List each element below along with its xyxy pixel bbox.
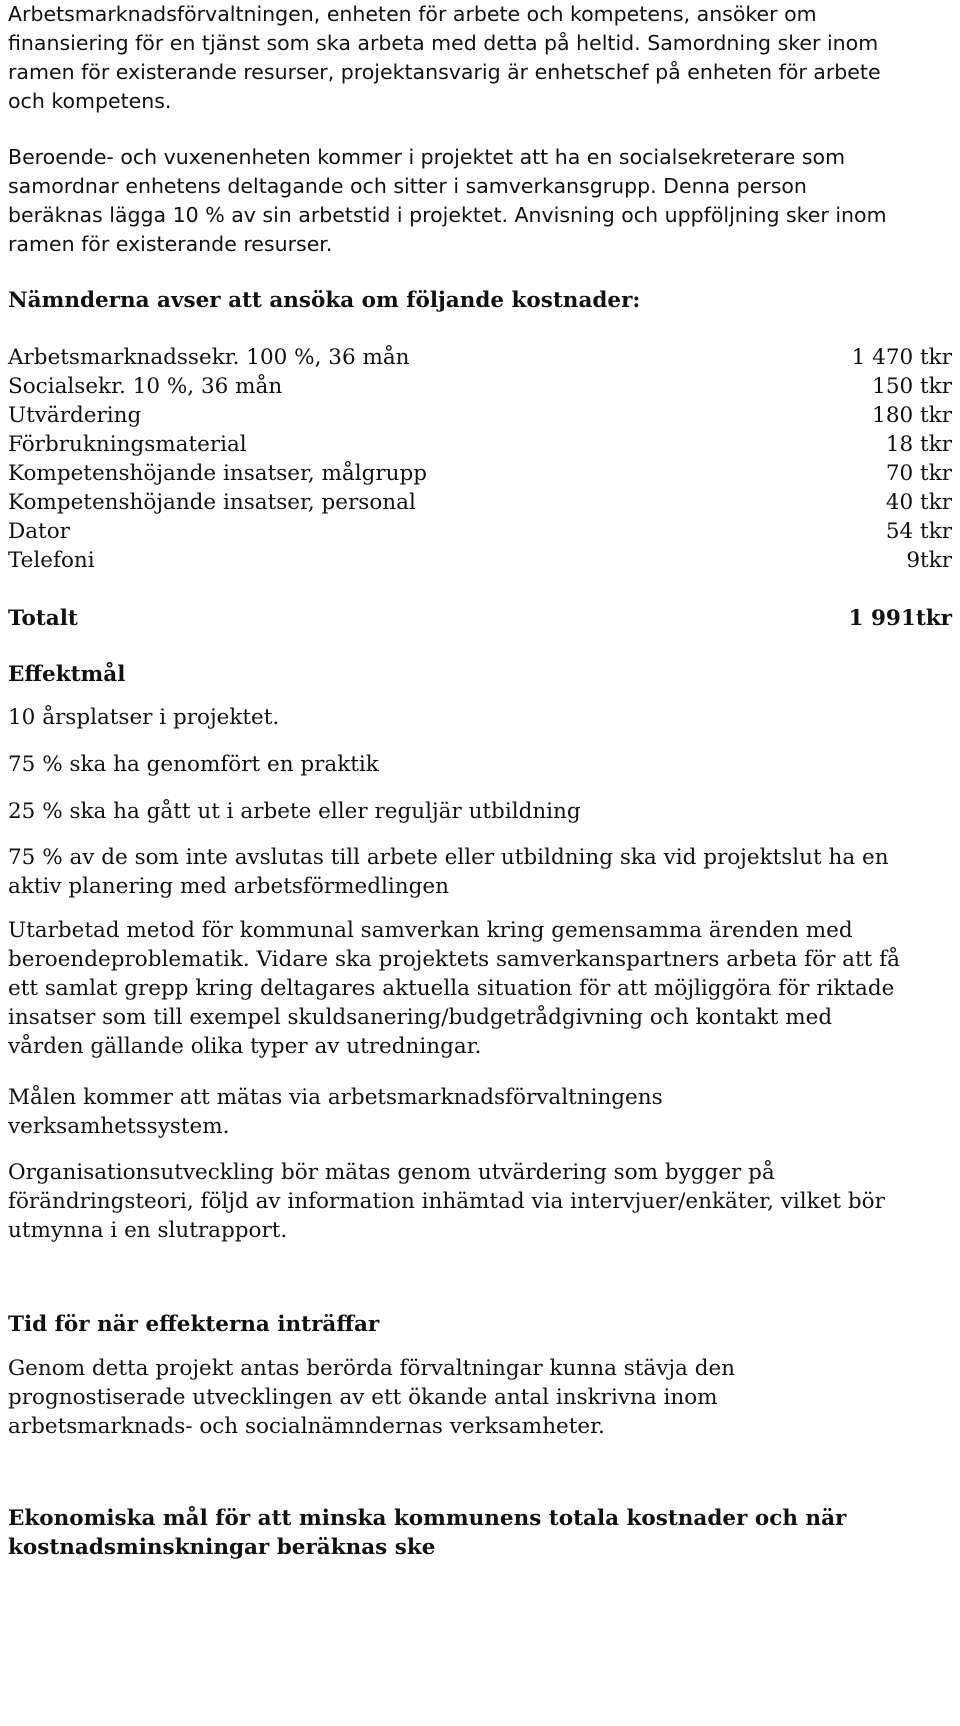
effektmal-item: 75 % ska ha genomfört en praktik [8,752,379,777]
costs-heading: Nämnderna avser att ansöka om följande kostnader: [8,288,641,313]
intro-paragraph-1: Arbetsmarknadsförvaltningen, enheten för arbete och kompetens, ansöker om finansiering för en tjänst som ska arbeta med detta på heltid. Samordning sker inom ramen för existerande resurser, projektansvarig är enhetschef på enheten för arbete och kompetens. [8,2,881,113]
tid-text: Genom detta projekt antas berörda förvaltningar kunna stävja den prognostiserade utvecklingen av ett ökande antal inskrivna inom arbetsmarknads- och socialnämndernas verksamheter. [8,1356,736,1439]
table-row [8,343,952,372]
table-row [8,488,952,517]
ekonomi-heading: Ekonomiska mål för att minska kommunens totala kostnader och när kostnadsminskningar beräknas ske [8,1506,847,1560]
cost-label: Dator [8,519,70,544]
cost-label: Telefoni [8,548,95,573]
table-row [8,430,952,459]
table-row [8,459,952,488]
effektmal-item: 25 % ska ha gått ut i arbete eller reguljär utbildning [8,799,581,824]
cost-table [8,343,952,633]
cost-amount: 150 tkr [872,374,952,399]
cost-amount: 70 tkr [885,461,952,486]
cost-amount: 40 tkr [885,490,952,515]
effektmal-item: Utarbetad metod för kommunal samverkan kring gemensamma ärenden med beroendeproblematik. Vidare ska projektets samverkanspartners arbeta för att få ett samlat grepp kring deltagares aktuella situation för att möjliggöra för riktade insatser som till exempel skuldsanering/budgetrådgivning och kontakt med vården gällande olika typer av utredningar. [8,918,900,1059]
effektmal-item: Målen kommer att mätas via arbetsmarknadsförvaltningens verksamhetssystem. [8,1085,663,1139]
intro-paragraph-2: Beroende- och vuxenenheten kommer i projektet att ha en socialsekreterare som samordnar enhetens deltagande och sitter i samverkansgrupp. Denna person beräknas lägga 10 % av sin arbetstid i projektet. Anvisning och uppföljning sker inom ramen för existerande resurser. [8,145,887,256]
table-row [8,517,952,546]
table-row [8,546,952,575]
cost-amount: 1 470 tkr [851,345,952,370]
table-row [8,401,952,430]
total-label: Totalt [8,606,78,631]
cost-label: Kompetenshöjande insatser, personal [8,490,416,515]
effektmal-item: Organisationsutveckling bör mätas genom utvärdering som bygger på förändringsteori, följd av information inhämtad via intervjuer/enkäter, vilket bör utmynna i en slutrapport. [8,1160,885,1243]
tid-heading: Tid för när effekterna inträffar [8,1312,380,1337]
effektmal-heading: Effektmål [8,662,126,687]
total-row [8,575,952,633]
cost-amount: 9tkr [906,548,952,573]
cost-label: Kompetenshöjande insatser, målgrupp [8,461,428,486]
cost-label: Utvärdering [8,403,142,428]
cost-label: Förbrukningsmaterial [8,432,247,457]
cost-amount: 180 tkr [872,403,952,428]
cost-label: Socialsekr. 10 %, 36 mån [8,374,283,399]
effektmal-item: 75 % av de som inte avslutas till arbete eller utbildning ska vid projektslut ha en aktiv planering med arbetsförmedlingen [8,845,889,899]
cost-amount: 18 tkr [885,432,952,457]
total-amount: 1 991tkr [848,606,952,631]
cost-label: Arbetsmarknadssekr. 100 %, 36 mån [8,345,410,370]
table-row [8,372,952,401]
effektmal-item: 10 årsplatser i projektet. [8,705,280,730]
cost-amount: 54 tkr [885,519,952,544]
